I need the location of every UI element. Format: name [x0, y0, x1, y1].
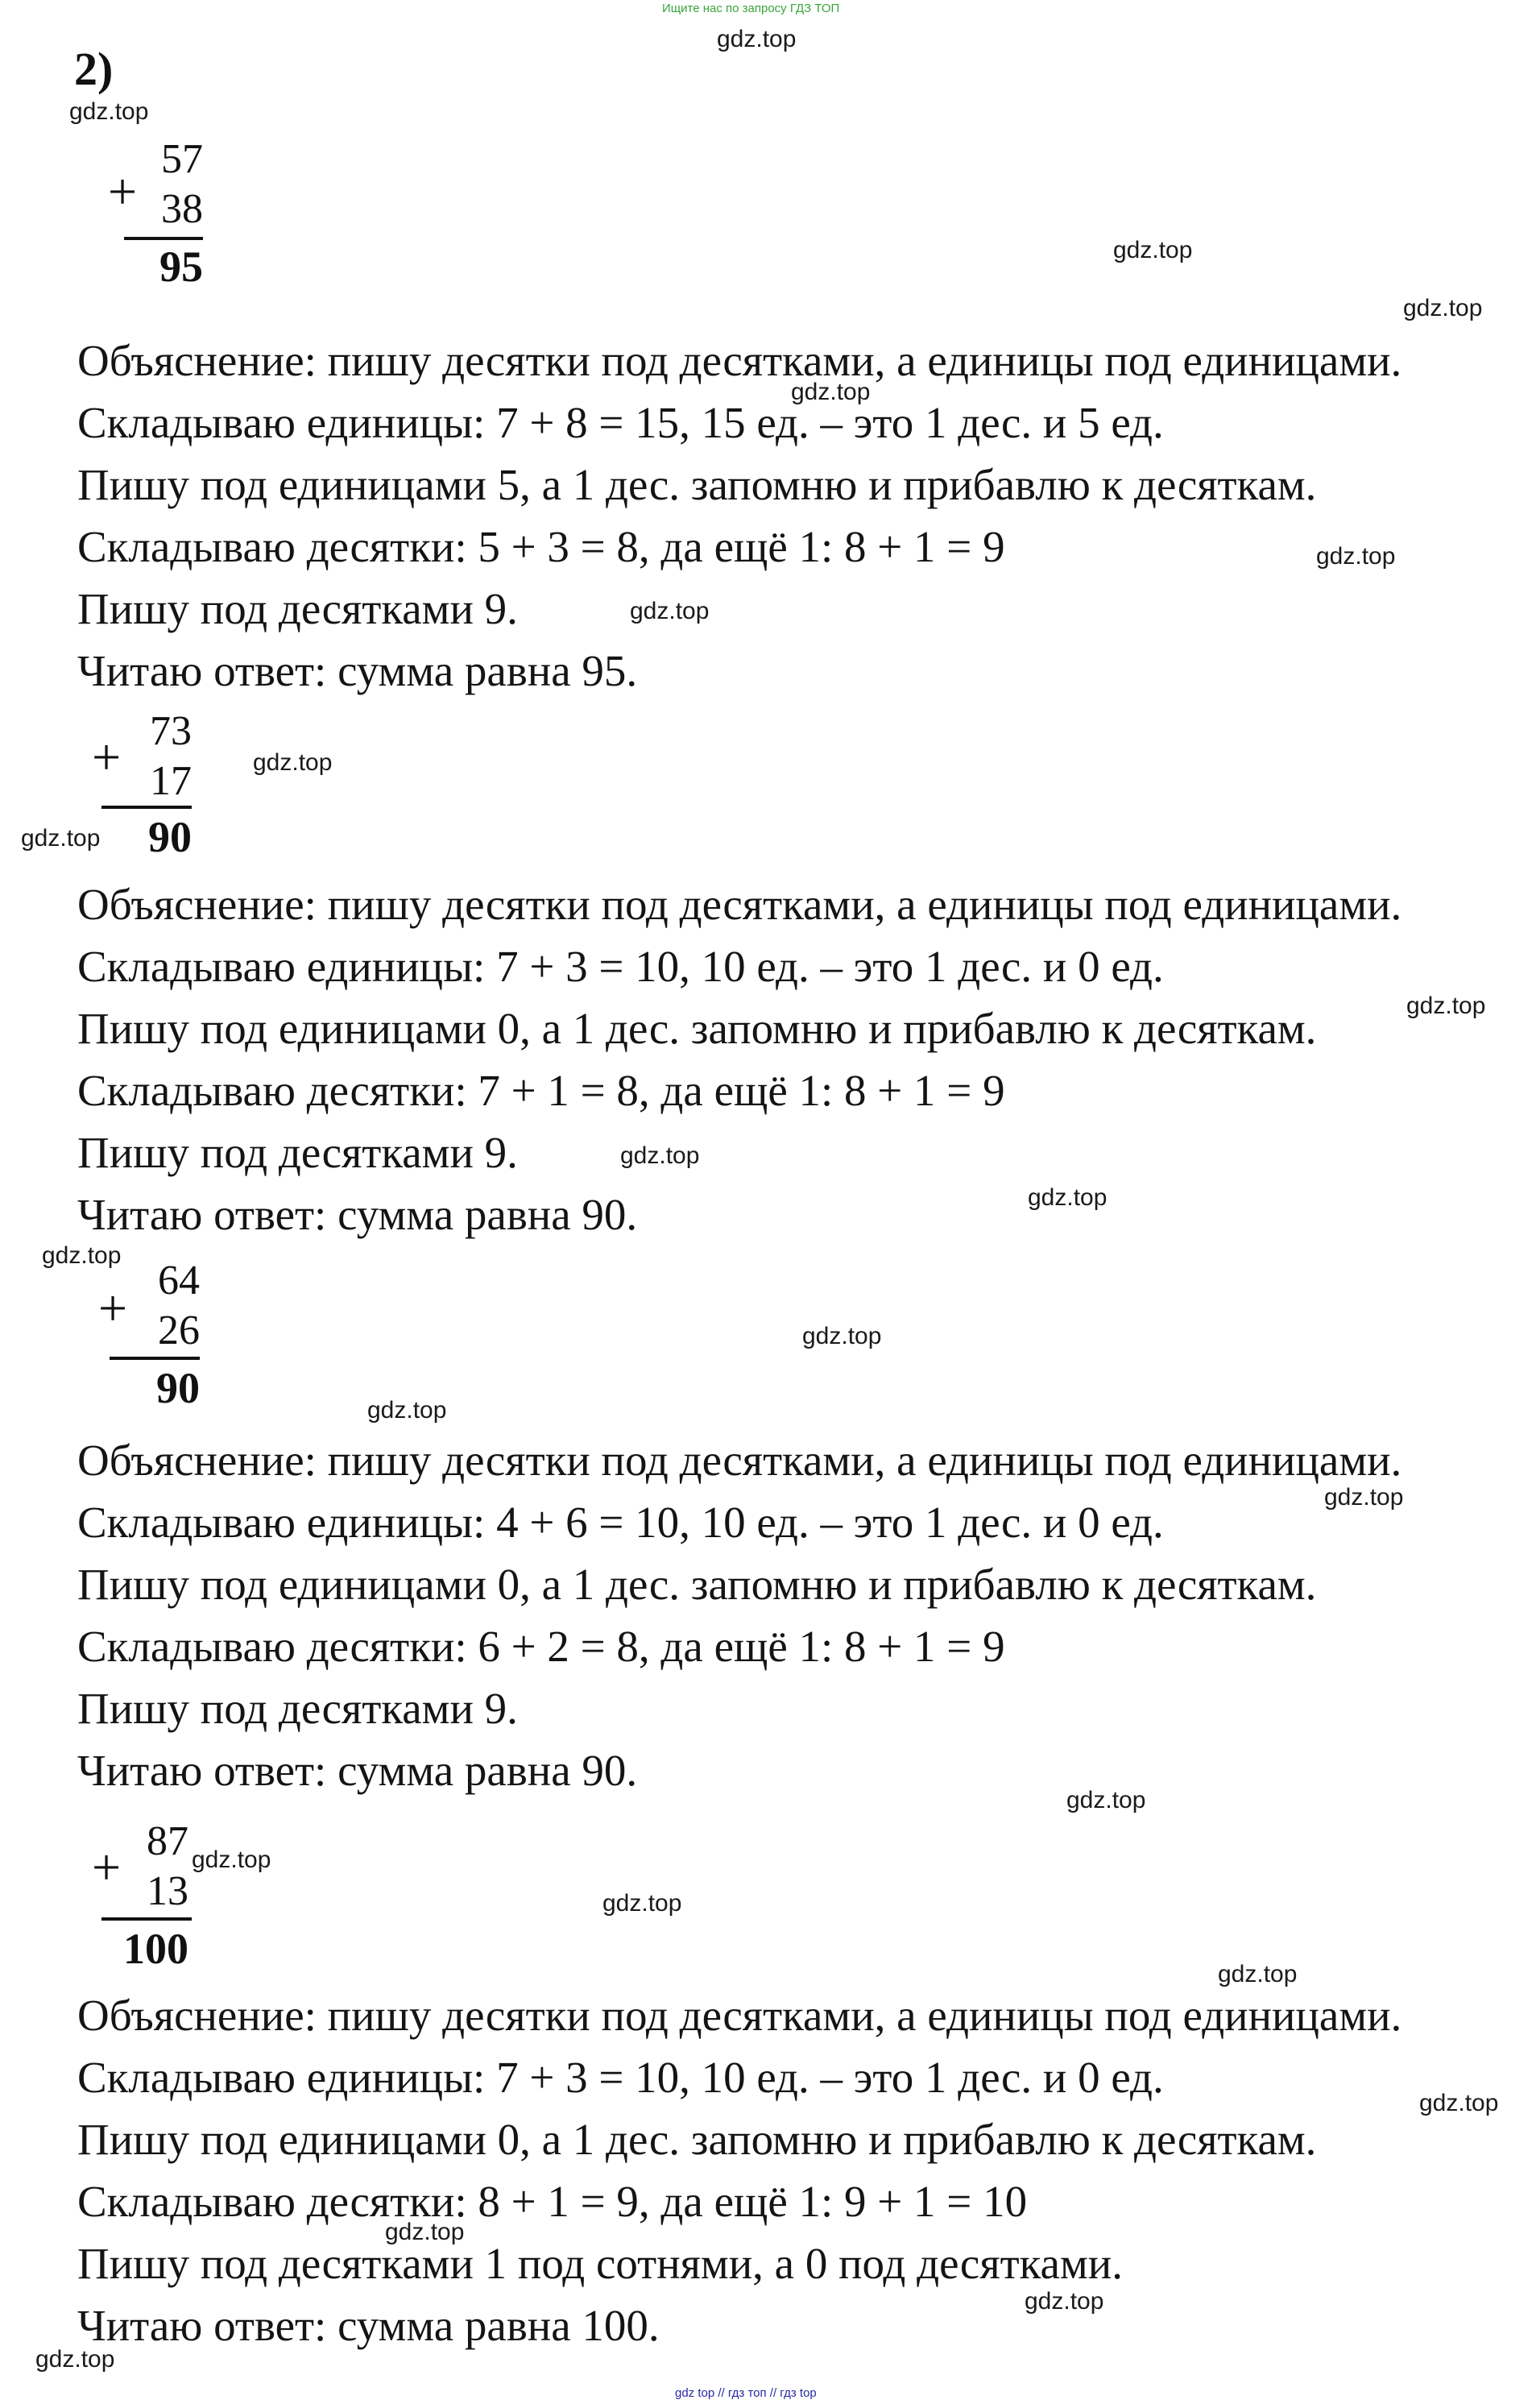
watermark: gdz.top [253, 749, 333, 776]
watermark: gdz.top [1113, 237, 1193, 263]
explanation-line: Пишу под десятками 9. [77, 1684, 518, 1733]
explanation-line: Читаю ответ: сумма равна 95. [77, 646, 638, 695]
sum-result: 90 [148, 813, 192, 861]
explanation-line: Складываю единицы: 7 + 3 = 10, 10 ед. – это 1 дес. и 0 ед. [77, 2053, 1164, 2102]
explanation-line: Складываю десятки: 5 + 3 = 8, да ещё 1: 8 + 1 = 9 [77, 522, 1005, 571]
watermark: gdz.top [367, 1397, 447, 1424]
explanation-line: Объяснение: пишу десятки под десятками, а единицы под единицами. [77, 880, 1402, 929]
explanation-line: Объяснение: пишу десятки под десятками, а единицы под единицами. [77, 336, 1402, 385]
sum-line [110, 1357, 200, 1360]
explanation-line: Читаю ответ: сумма равна 90. [77, 1746, 638, 1795]
explanation-line: Складываю единицы: 7 + 8 = 15, 15 ед. – это 1 дес. и 5 ед. [77, 398, 1164, 447]
explanation-line: Складываю единицы: 7 + 3 = 10, 10 ед. – это 1 дес. и 0 ед. [77, 942, 1164, 991]
column-addition-1 [105, 135, 250, 313]
plus-sign: + [98, 1279, 128, 1337]
watermark: gdz.top [21, 825, 101, 852]
explanation-line: Складываю десятки: 8 + 1 = 9, да ещё 1: 9 + 1 = 10 [77, 2177, 1028, 2226]
watermark: gdz.top [1066, 1787, 1146, 1813]
plus-sign: + [108, 163, 138, 220]
top-search-note: Ищите нас по запросу ГДЗ ТОП [662, 2, 840, 15]
task-number: 2) [74, 43, 114, 95]
addend-2: 17 [150, 758, 192, 804]
addend-1: 87 [147, 1818, 188, 1864]
addend-2: 26 [158, 1308, 200, 1353]
column-addition-2 [89, 708, 234, 888]
sum-line [101, 806, 192, 809]
explanation-line: Объяснение: пишу десятки под десятками, а единицы под единицами. [77, 1991, 1402, 2040]
explanation-line: Складываю десятки: 7 + 1 = 8, да ещё 1: 8 + 1 = 9 [77, 1066, 1005, 1115]
explanation-line: Пишу под десятками 9. [77, 584, 518, 633]
watermark: gdz.top [192, 1846, 271, 1873]
sum-result: 95 [159, 242, 203, 291]
addend-2: 13 [147, 1868, 188, 1914]
watermark: gdz.top [1025, 2288, 1104, 2315]
sum-result: 100 [123, 1925, 188, 1973]
plus-sign: + [92, 1838, 122, 1896]
explanation-line: Объяснение: пишу десятки под десятками, а единицы под единицами. [77, 1436, 1402, 1485]
watermark: gdz.top [1324, 1484, 1404, 1511]
explanation-line: Пишу под единицами 0, а 1 дес. запомню и прибавлю к десяткам. [77, 1560, 1317, 1609]
explanation-line: Читаю ответ: сумма равна 90. [77, 1190, 638, 1239]
explanation-line: Пишу под десятками 9. [77, 1128, 518, 1177]
addend-2: 38 [161, 186, 203, 232]
explanation-line: Пишу под десятками 1 под сотнями, а 0 под десятками. [77, 2239, 1123, 2288]
watermark: gdz.top [1403, 295, 1483, 321]
watermark: gdz.top [1406, 993, 1486, 1019]
sum-line [124, 237, 203, 240]
watermark: gdz.top [802, 1323, 882, 1349]
watermark: gdz.top [385, 2219, 465, 2245]
explanation-line: Пишу под единицами 0, а 1 дес. запомню и прибавлю к десяткам. [77, 1004, 1317, 1053]
watermark: gdz.top [717, 26, 797, 52]
watermark: gdz.top [620, 1142, 700, 1169]
explanation-line: Пишу под единицами 0, а 1 дес. запомню и прибавлю к десяткам. [77, 2115, 1317, 2164]
explanation-line: Пишу под единицами 5, а 1 дес. запомню и прибавлю к десяткам. [77, 460, 1317, 509]
watermark: gdz.top [1419, 2090, 1499, 2116]
explanation-line: Складываю десятки: 6 + 2 = 8, да ещё 1: 8 + 1 = 9 [77, 1622, 1005, 1671]
watermark: gdz.top [630, 598, 710, 624]
watermark: gdz.top [602, 1890, 682, 1917]
explanation-line: Читаю ответ: сумма равна 100. [77, 2301, 660, 2350]
bottom-watermark-note: gdz top // гдз топ // гдз top [675, 2386, 817, 2400]
watermark: gdz.top [1028, 1184, 1107, 1211]
sum-line [101, 1917, 192, 1921]
watermark: gdz.top [1218, 1961, 1298, 1987]
watermark: gdz.top [1316, 543, 1396, 570]
watermark: gdz.top [35, 2346, 115, 2373]
watermark: gdz.top [42, 1242, 122, 1269]
watermark: gdz.top [791, 379, 871, 405]
watermark: gdz.top [69, 98, 149, 125]
explanation-line: Складываю единицы: 4 + 6 = 10, 10 ед. – это 1 дес. и 0 ед. [77, 1498, 1164, 1547]
addend-1: 73 [150, 708, 192, 754]
column-addition-3 [95, 1260, 240, 1437]
sum-result: 90 [156, 1364, 200, 1412]
addend-1: 57 [161, 136, 203, 182]
addend-1: 64 [158, 1258, 200, 1303]
plus-sign: + [92, 728, 122, 785]
